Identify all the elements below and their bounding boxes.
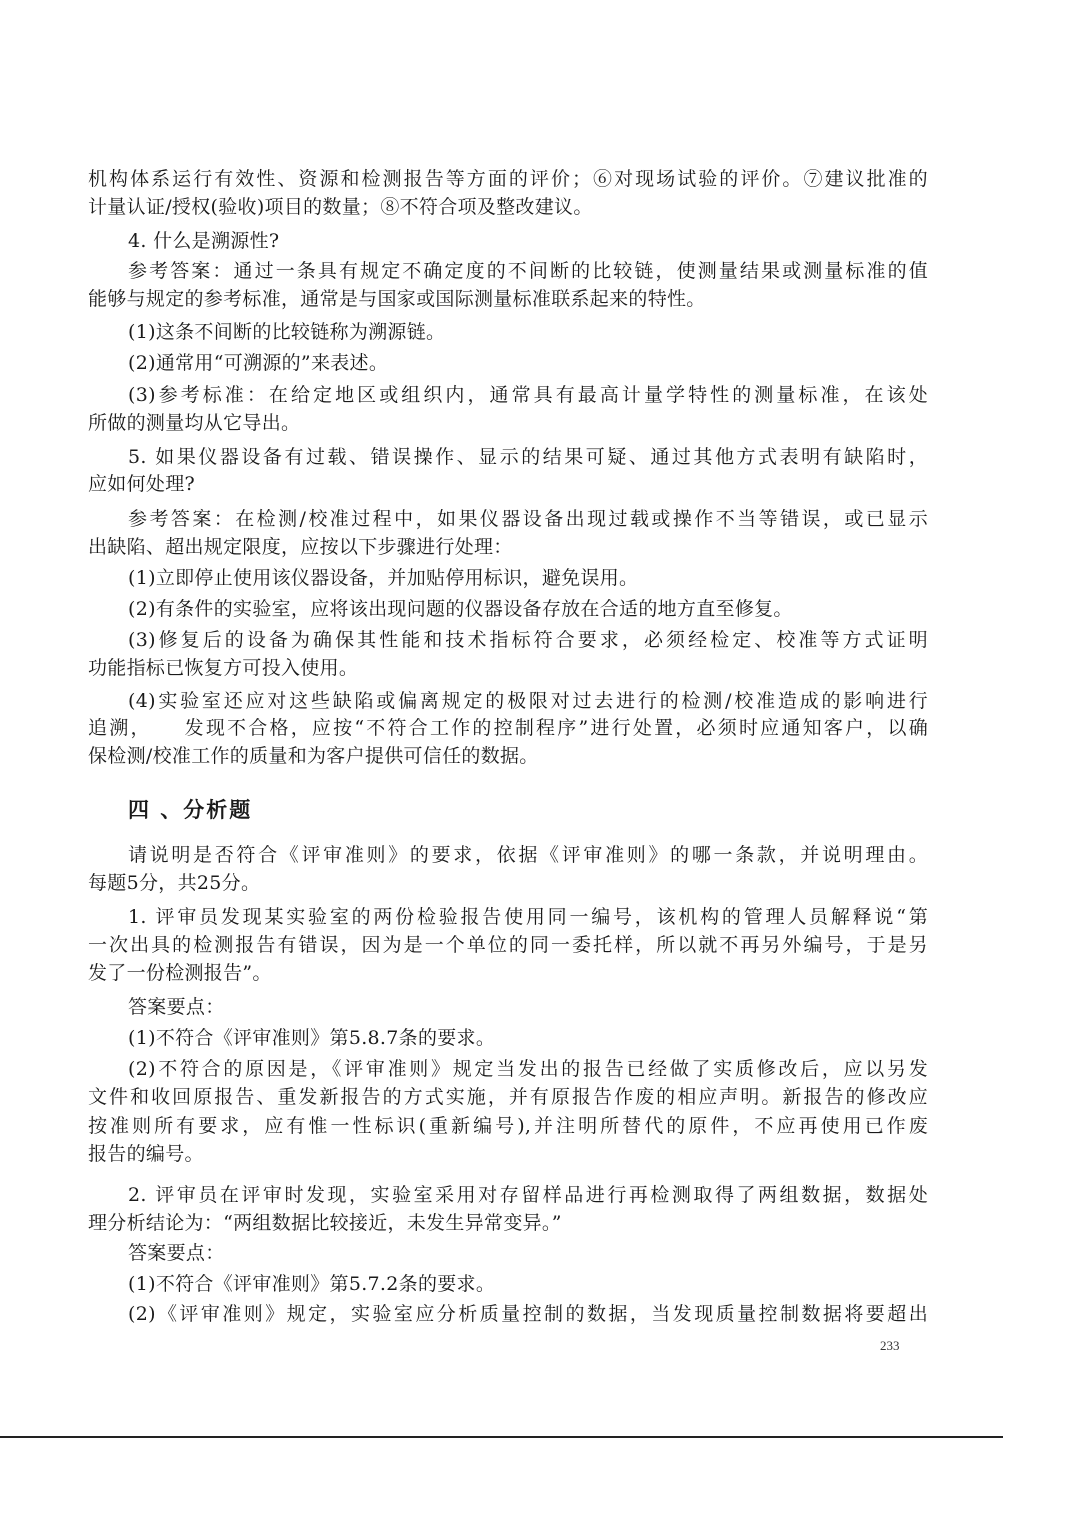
text-line: (3)参考标准：在给定地区或组织内，通常具有最高计量学特性的测量标准，在该处 <box>128 384 928 406</box>
text-line: (1)立即停止使用该仪器设备，并加贴停用标识，避免误用。 <box>128 567 639 589</box>
text-line: 按准则所有要求，应有惟一性标识(重新编号),并注明所替代的原件，不应再使用已作废 <box>88 1115 928 1137</box>
text-line: 参考答案：通过一条具有规定不确定度的不间断的比较链，使测量结果或测量标准的值 <box>128 260 928 282</box>
answer-label: 答案要点： <box>128 1242 225 1264</box>
question-title: 4. 什么是溯源性? <box>128 230 280 252</box>
text-line: 请说明是否符合《评审准则》的要求，依据《评审准则》的哪一条款，并说明理由。 <box>128 844 928 866</box>
page-number: 233 <box>880 1338 900 1353</box>
section-heading: 四 、分析题 <box>128 798 253 822</box>
text-line: (1)这条不间断的比较链称为溯源链。 <box>128 321 446 343</box>
text-line: 机构体系运行有效性、资源和检测报告等方面的评价；⑥对现场试验的评价。⑦建议批准的 <box>88 168 928 190</box>
text-line: 能够与规定的参考标准，通常是与国家或国际测量标准联系起来的特性。 <box>88 288 706 310</box>
text-line: (3)修复后的设备为确保其性能和技术指标符合要求，必须经检定、校准等方式证明 <box>128 629 928 651</box>
text-line: 理分析结论为：“两组数据比较接近，未发生异常变异。” <box>88 1212 562 1234</box>
question-title: 1. 评审员发现某实验室的两份检验报告使用同一编号，该机构的管理人员解释说“第 <box>128 906 928 928</box>
text-line: 功能指标已恢复方可投入使用。 <box>88 657 359 679</box>
text-line: 追溯， 发现不合格，应按“不符合工作的控制程序”进行处置，必须时应通知客户，以确 <box>88 717 928 739</box>
text-line: 报告的编号。 <box>88 1143 204 1165</box>
text-line: 发了一份检测报告”。 <box>88 962 272 984</box>
text-line: (2)有条件的实验室，应将该出现问题的仪器设备存放在合适的地方直至修复。 <box>128 598 793 620</box>
text-line: 一次出具的检测报告有错误，因为是一个单位的同一委托样，所以就不再另外编号，于是另 <box>88 934 928 956</box>
text-line: (2)《评审准则》规定，实验室应分析质量控制的数据，当发现质量控制数据将要超出 <box>128 1303 928 1325</box>
question-title: 应如何处理? <box>88 473 195 495</box>
text-line: 每题5分，共25分。 <box>88 872 261 894</box>
text-line: 出缺陷、超出规定限度，应按以下步骤进行处理： <box>88 536 513 558</box>
footer-rule <box>0 1436 1003 1438</box>
text-line: (1)不符合《评审准则》第5.8.7条的要求。 <box>128 1027 496 1049</box>
answer-label: 答案要点： <box>128 996 225 1018</box>
question-title: 5. 如果仪器设备有过载、错误操作、显示的结果可疑、通过其他方式表明有缺陷时， <box>128 446 928 468</box>
text-line: 文件和收回原报告、重发新报告的方式实施，并有原报告作废的相应声明。新报告的修改应 <box>88 1086 928 1108</box>
text-line: 保检测/校准工作的质量和为客户提供可信任的数据。 <box>88 745 539 767</box>
text-line: (1)不符合《评审准则》第5.7.2条的要求。 <box>128 1273 496 1295</box>
question-title: 2. 评审员在评审时发现，实验室采用对存留样品进行再检测取得了两组数据，数据处 <box>128 1184 928 1206</box>
text-line: (2)不符合的原因是，《评审准则》规定当发出的报告已经做了实质修改后，应以另发 <box>128 1058 928 1080</box>
text-line: 参考答案：在检测/校准过程中，如果仪器设备出现过载或操作不当等错误，或已显示 <box>128 508 928 530</box>
text-line: (2)通常用“可溯源的”来表述。 <box>128 352 389 374</box>
text-line: 计量认证/授权(验收)项目的数量；⑧不符合项及整改建议。 <box>88 196 593 218</box>
text-line: 所做的测量均从它导出。 <box>88 412 301 434</box>
text-line: (4)实验室还应对这些缺陷或偏离规定的极限对过去进行的检测/校准造成的影响进行 <box>128 690 928 712</box>
